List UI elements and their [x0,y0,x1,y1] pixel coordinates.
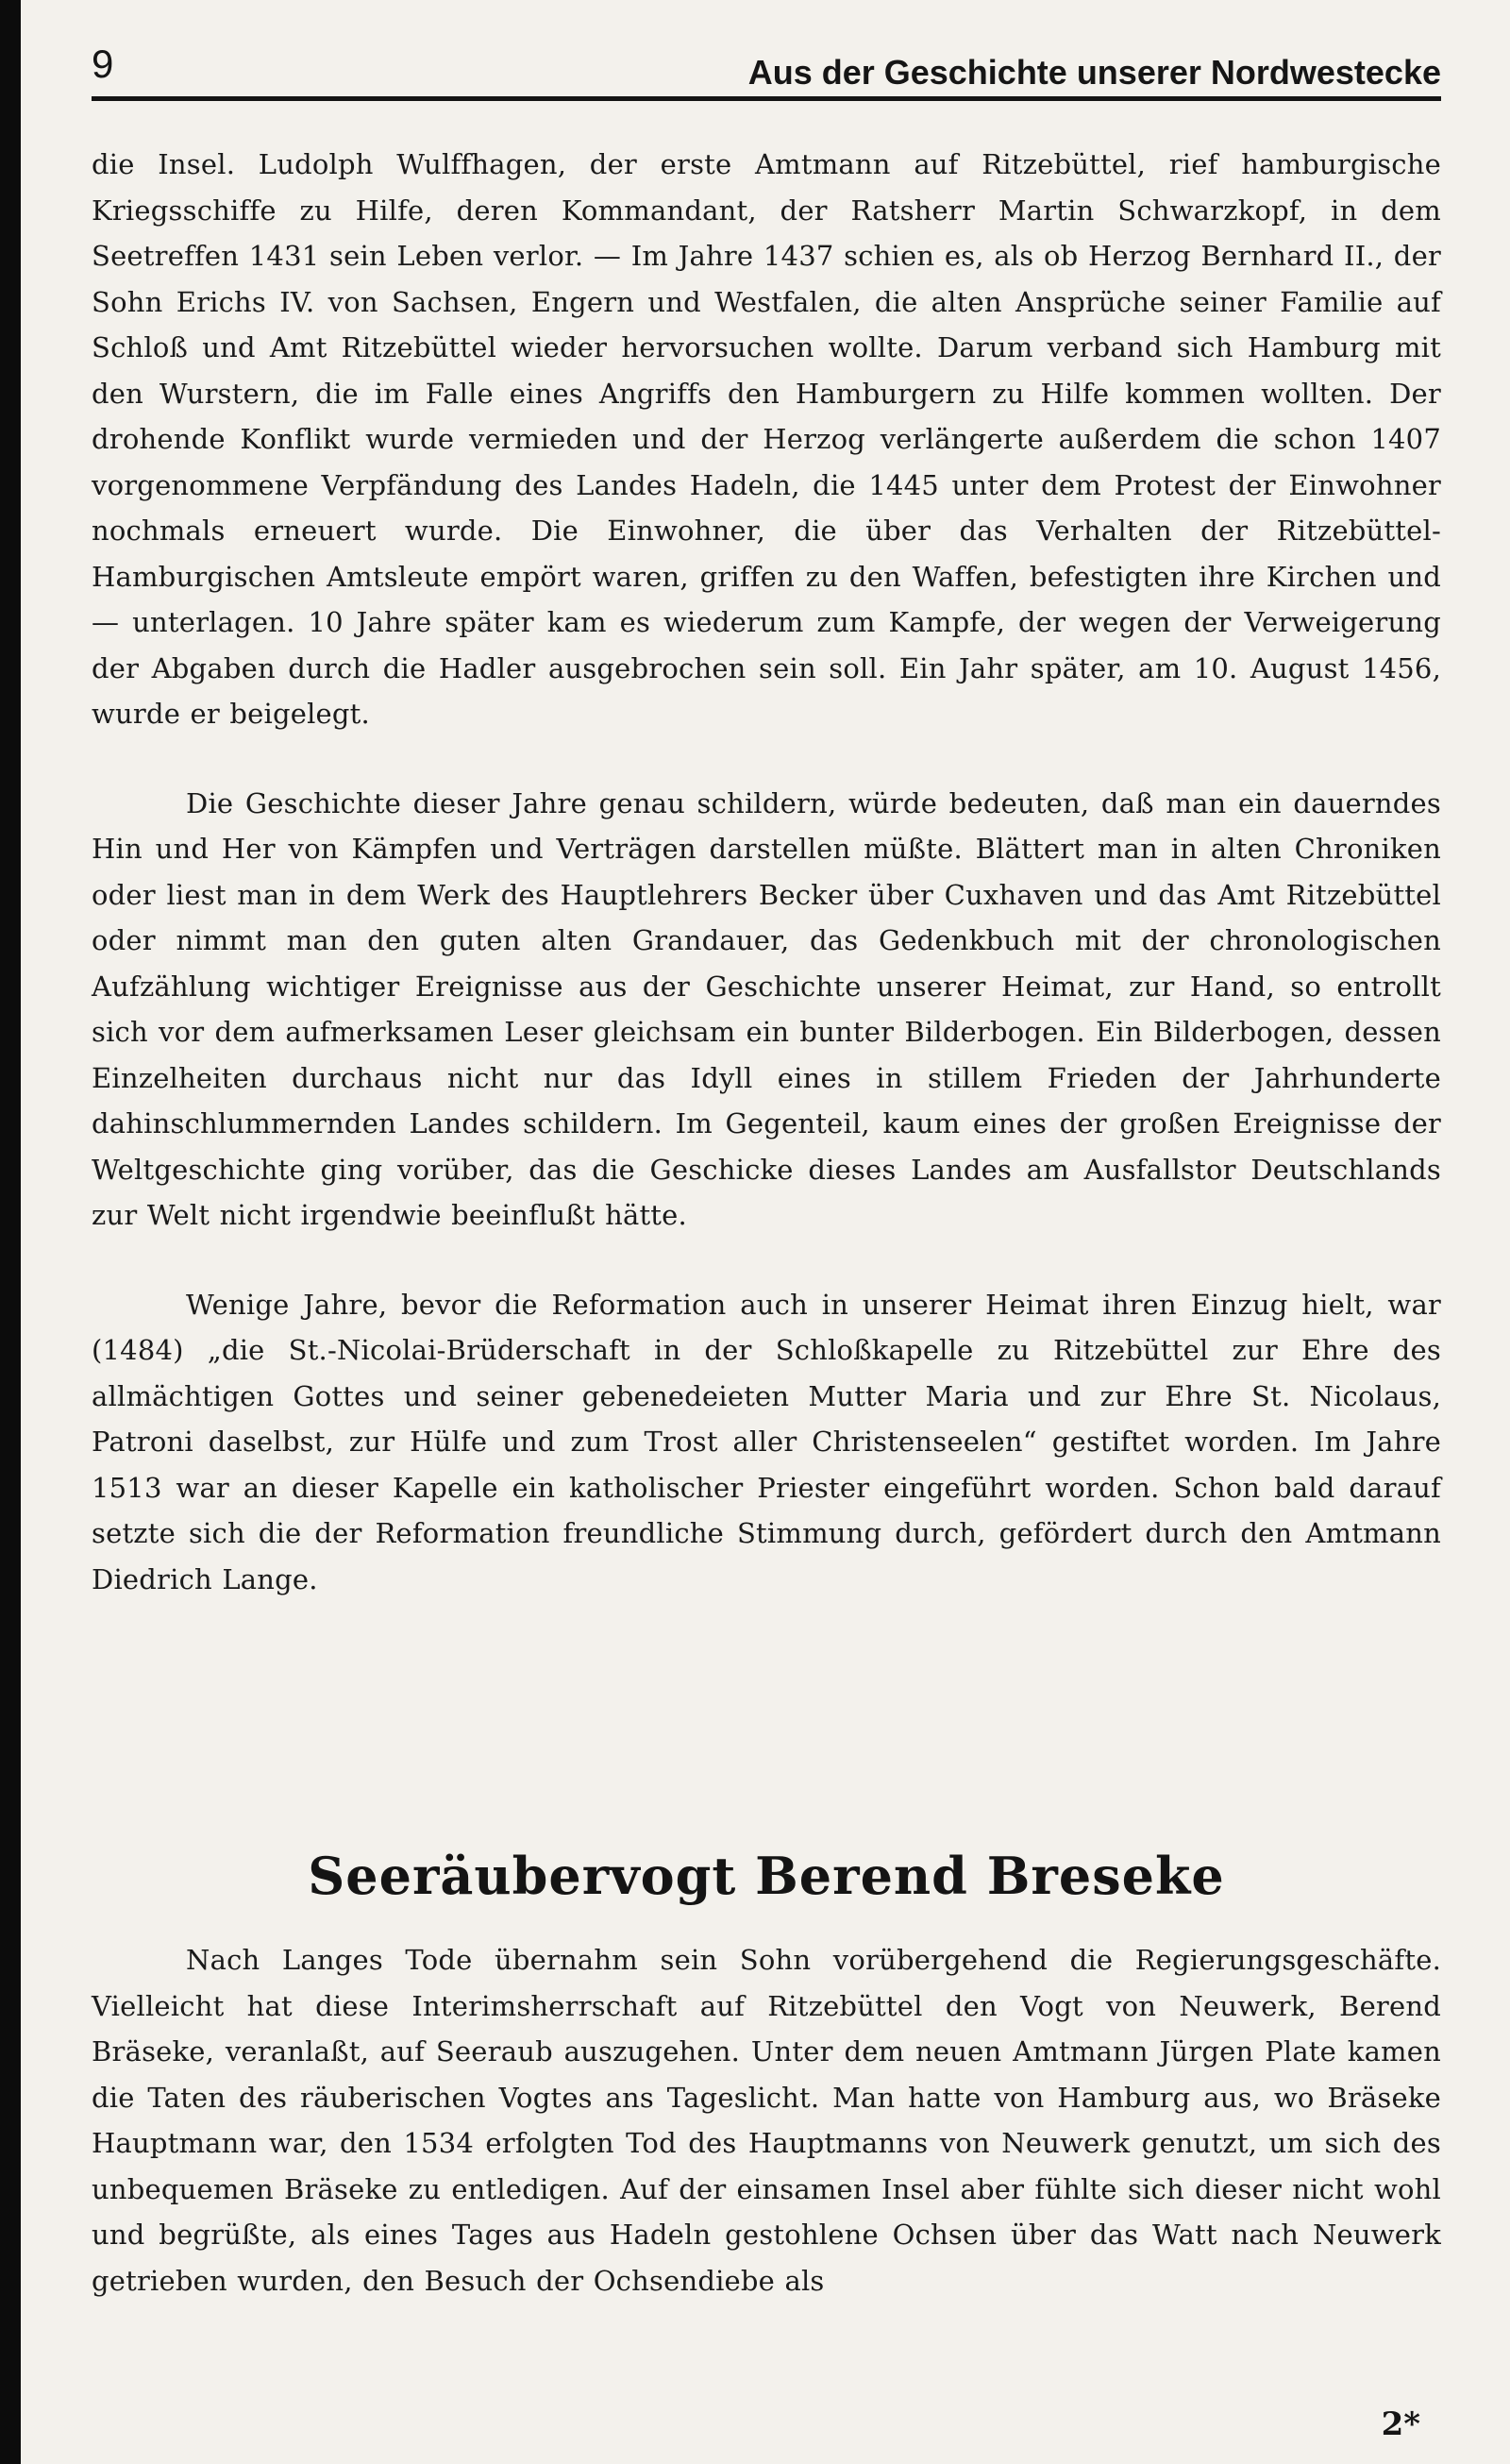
running-title: Aus der Geschichte unserer Nordwestecke [747,53,1441,92]
signature-mark: 2* [1381,2405,1420,2443]
section-paragraph: Nach Langes Tode übernahm sein Sohn vorübergehend die Regierungsgeschäfte. Vielleicht hat diese Interimsherrschaft auf Ritzebüttel den Vogt von Neuwerk, Berend Bräseke, veranlaßt, auf Seeraub auszugehen. Unter dem neuen Amtmann Jürgen Plate kamen die Taten des räuberischen Vogtes ans Tageslicht. Man hatte von Hamburg aus, wo Bräseke Hauptmann war, den 1534 erfolgten Tod des Hauptmanns von Neuwerk genutzt, um sich des unbequemen Bräseke zu entledigen. Auf der einsamen Insel aber fühlte sich dieser nicht wohl und begrüßte, als eines Tages aus Hadeln gestohlene Ochsen über das Watt nach Neuwerk getrieben wurden, den Besuch der Ochsendiebe als [92,1944,1441,2297]
section-heading: Seeräubervogt Berend Breseke [308,1846,1225,1906]
body-text [92,142,1441,1602]
page-number: 9 [92,42,114,86]
paragraph-3: Wenige Jahre, bevor die Reformation auch in unserer Heimat ihren Einzug hielt, war (1484) „die St.-Nicolai-Brüderschaft in der Schloßkapelle zu Ritzebüttel zur Ehre des allmächtigen Gottes und seiner gebenedeieten Mutter Maria und zur Ehre St. Nicolaus, Patroni daselbst, zur Hülfe und zum Trost aller Christenseelen“ gestiftet worden. Im Jahre 1513 war an dieser Kapelle ein katholischer Priester eingeführt worden. Schon bald darauf setzte sich die der Reformation freundliche Stimmung durch, gefördert durch den Amtmann Diedrich Lange. [92,1288,1441,1595]
paragraph-2: Die Geschichte dieser Jahre genau schildern, würde bedeuten, daß man ein dauerndes Hin und Her von Kämpfen und Verträgen darstellen müßte. Blättert man in alten Chroniken oder liest man in dem Werk des Hauptlehrers Becker über Cuxhaven und das Amt Ritzebüttel oder nimmt man den guten alten Grandauer, das Gedenkbuch mit der chronologischen Aufzählung wichtiger Ereignisse aus der Geschichte unserer Heimat, zur Hand, so entrollt sich vor dem aufmerksamen Leser gleichsam ein bunter Bilderbogen. Ein Bilderbogen, dessen Einzelheiten durchaus nicht nur das Idyll eines in stillem Frieden der Jahrhunderte dahinschlummernden Landes schildern. Im Gegenteil, kaum eines der großen Ereignisse der Weltgeschichte ging vorüber, das die Geschicke dieses Landes am Ausfallstor Deutschlands zur Welt nicht irgendwie beeinflußt hätte. [92,786,1441,1231]
page-header [92,42,1441,101]
section-body [92,1937,1441,2304]
book-page [21,0,1510,2464]
paragraph-1: die Insel. Ludolph Wulffhagen, der erste Amtmann auf Ritzebüttel, rief hamburgische Kriegsschiffe zu Hilfe, deren Kommandant, der Ratsherr Martin Schwarzkopf, in dem Seetreffen 1431 sein Leben verlor. — Im Jahre 1437 schien es, als ob Herzog Bernhard II., der Sohn Erichs IV. von Sachsen, Engern und Westfalen, die alten Ansprüche seiner Familie auf Schloß und Amt Ritzebüttel wieder hervorsuchen wollte. Darum verband sich Hamburg mit den Wurstern, die im Falle eines Angriffs den Hamburgern zu Hilfe kommen wollten. Der drohende Konflikt wurde vermieden und der Herzog verlängerte außerdem die schon 1407 vorgenommene Verpfändung des Landes Hadeln, die 1445 unter dem Protest der Einwohner nochmals erneuert wurde. Die Einwohner, die über das Verhalten der Ritzebüttel-Hamburgischen Amtsleute empört waren, griffen zu den Waffen, befestigten ihre Kirchen und — unterlagen. 10 Jahre später kam es wiederum zum Kampfe, der wegen der Verweigerung der Abgaben durch die Hadler ausgebrochen sein soll. Ein Jahr später, am 10. August 1456, wurde er beigelegt. [92,148,1441,730]
